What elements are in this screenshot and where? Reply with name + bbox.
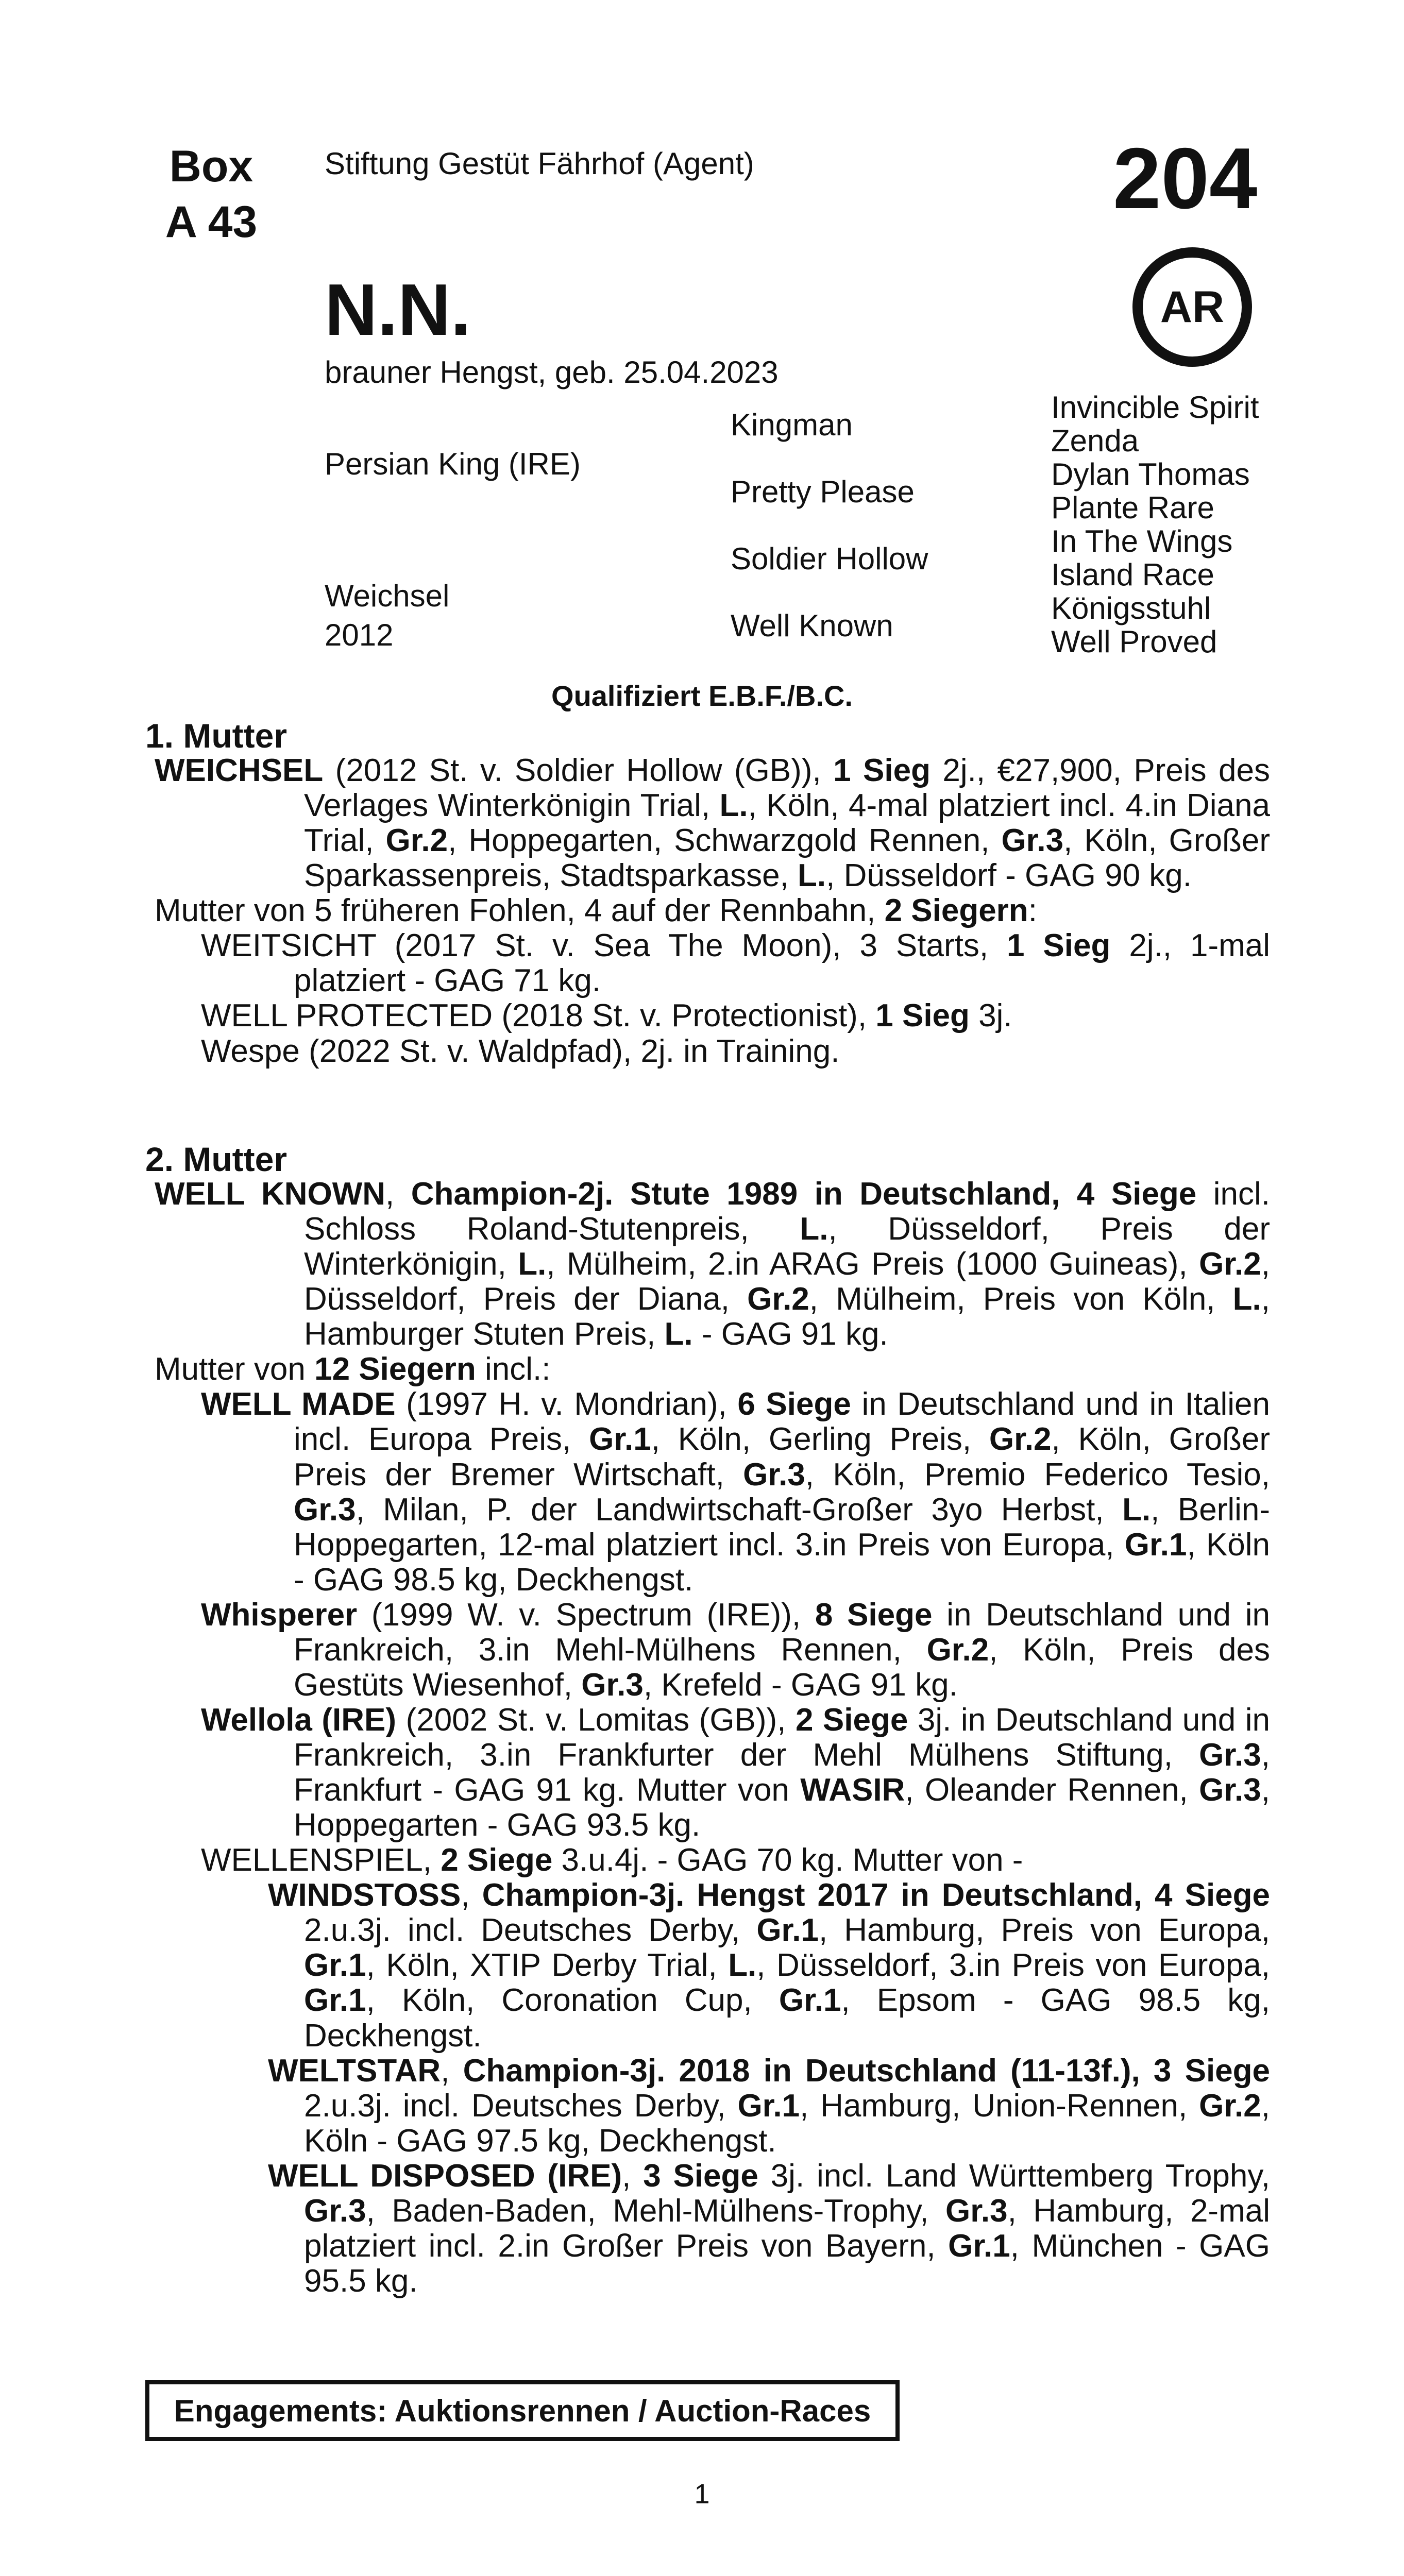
bold-run: WELTSTAR (268, 2053, 441, 2089)
pedigree-dam: Weichsel (325, 579, 450, 613)
bold-run: L. (719, 788, 748, 824)
text-run: , (441, 2053, 463, 2089)
bold-run: Gr.3 (743, 1456, 805, 1493)
produce-windstoss (268, 1878, 1270, 2053)
text-run: 3j. in Deutschland und in Frankreich, 3.in Frankfurter der Mehl Mülhens Stiftung, (294, 1702, 1270, 1773)
ar-badge-text: AR (1160, 282, 1225, 332)
engagements-text: Engagements: Auktionsrennen / Auction-Races (174, 2393, 871, 2428)
bold-run: 12 Siegern (314, 1351, 476, 1387)
text-run: , Köln, Preis des Gestüts Wiesenhof, (294, 1632, 1270, 1703)
bold-run: Gr.1 (779, 1982, 841, 2019)
text-run: , Hamburg, 2-mal platziert incl. 2.in Großer Preis von Bayern, (304, 2193, 1270, 2264)
text-run: Mutter von 5 früheren Fohlen, 4 auf der Rennbahn, (155, 893, 885, 929)
bold-run: L. (800, 1211, 828, 1247)
bold-run: L. (1232, 1281, 1261, 1317)
granddam-produce-summary (155, 1352, 1270, 1387)
text-run: , (622, 2158, 644, 2194)
section-1-body (155, 753, 1270, 1069)
text-run: , Köln - GAG 97.5 kg, Deckhengst. (304, 2088, 1270, 2159)
pedigree-ggp-2: Zenda (1051, 423, 1139, 458)
text-run: , Milan, P. der Landwirtschaft-Großer 3yo Herbst, (356, 1492, 1123, 1528)
granddam-well-known-entry (155, 1177, 1270, 1352)
text-run: , München - GAG 95.5 kg. (304, 2228, 1270, 2299)
text-run: , Köln, Großer Sparkassenpreis, Stadtsparkasse, (304, 823, 1270, 894)
text-run: , Köln - GAG 98.5 kg, Deckhengst. (294, 1527, 1270, 1598)
bold-run: Champion-2j. Stute 1989 in Deutschland, 4 Siege (411, 1176, 1197, 1212)
bold-run: 8 Siege (815, 1597, 933, 1633)
text-run: , Köln, Gerling Preis, (651, 1421, 989, 1458)
pedigree-dam-year: 2012 (325, 618, 394, 652)
bold-run: Whisperer (201, 1597, 358, 1633)
text-run: incl. Schloss Roland-Stutenpreis, (304, 1176, 1271, 1247)
text-run: , Köln, Coronation Cup, (366, 1982, 779, 2019)
bold-run: Gr.3 (294, 1492, 356, 1528)
text-run: , Hoppegarten - GAG 93.5 kg. (294, 1772, 1270, 1843)
text-run: 3j. incl. Land Württemberg Trophy, (758, 2158, 1271, 2194)
bold-run: 2 Siegern (884, 893, 1028, 929)
text-run: , Düsseldorf, Preis der Diana, (304, 1246, 1270, 1317)
text-run: , Mülheim, Preis von Köln, (809, 1281, 1233, 1317)
produce-whisperer (201, 1598, 1270, 1703)
pedigree-dam-dam: Well Known (731, 608, 893, 643)
page-number: 1 (694, 2479, 710, 2510)
qualification: Qualifiziert E.B.F./B.C. (551, 680, 853, 712)
text-run: WELLENSPIEL, (201, 1842, 441, 1878)
bold-run: 1 Sieg (1007, 928, 1111, 964)
text-run: , Frankfurt - GAG 91 kg. Mutter von (294, 1737, 1270, 1808)
text-run: 3.u.4j. - GAG 70 kg. Mutter von - (552, 1842, 1023, 1878)
horse-description: brauner Hengst, geb. 25.04.2023 (325, 355, 779, 389)
bold-run: Gr.1 (589, 1421, 651, 1458)
section-2-body (155, 1177, 1270, 2299)
text-run: , Düsseldorf - GAG 90 kg. (826, 858, 1192, 894)
text-run: 2.u.3j. incl. Deutsches Derby, (304, 2088, 738, 2124)
text-run: , (461, 1877, 482, 1913)
section-1-title: 1. Mutter (145, 717, 287, 755)
bold-run: Gr.2 (1199, 2088, 1261, 2124)
text-run: , Berlin-Hoppegarten, 12-mal platziert incl. 3.in Preis von Europa, (294, 1492, 1270, 1563)
pedigree-ggp-4: Plante Rare (1051, 490, 1214, 525)
text-run: (2012 St. v. Soldier Hollow (GB)), (323, 753, 834, 788)
text-run: (1997 H. v. Mondrian), (395, 1386, 738, 1422)
pedigree-sire: Persian King (IRE) (325, 447, 581, 481)
produce-well-made (201, 1387, 1270, 1597)
text-run: , Baden-Baden, Mehl-Mülhens-Trophy, (366, 2193, 945, 2229)
engagements-box (145, 2380, 900, 2441)
produce-well-protected (201, 998, 1270, 1033)
text-run: , Epsom - GAG 98.5 kg, Deckhengst. (304, 1982, 1270, 2054)
bold-run: Gr.3 (1199, 1772, 1261, 1808)
horse-name: N.N. (325, 269, 471, 351)
text-run: , Köln, XTIP Derby Trial, (366, 1947, 729, 1984)
ar-badge-icon (1132, 247, 1252, 367)
text-run: 3j. (969, 998, 1012, 1034)
bold-run: 1 Sieg (833, 753, 931, 788)
bold-run: Gr.2 (385, 823, 448, 859)
bold-run: L. (728, 1947, 757, 1984)
text-run: , Hamburg, Preis von Europa, (818, 1912, 1270, 1948)
bold-run: Gr.1 (756, 1912, 819, 1948)
text-run: , Köln, 4-mal platziert incl. 4.in Diana Trial, (304, 788, 1270, 859)
dam-weichsel-name: WEICHSEL (155, 753, 324, 788)
produce-weitsicht (201, 928, 1270, 998)
bold-run: 6 Siege (737, 1386, 851, 1422)
bold-run: Gr.3 (1199, 1737, 1261, 1773)
text-run: , Köln, Großer Preis der Bremer Wirtschaft, (294, 1421, 1271, 1493)
pedigree-dam-sire: Soldier Hollow (731, 541, 928, 576)
bold-run: Gr.2 (1199, 1246, 1261, 1282)
pedigree-ggp-6: Island Race (1051, 557, 1214, 592)
bold-run: Gr.3 (581, 1667, 644, 1703)
dam-produce-summary (155, 893, 1270, 928)
text-run: in Deutschland und in Frankreich, 3.in Mehl-Mülhens Rennen, (294, 1597, 1270, 1668)
bold-run: Gr.2 (926, 1632, 989, 1668)
text-run: - GAG 91 kg. (692, 1316, 888, 1352)
text-run: : (1028, 893, 1037, 929)
produce-wellola (201, 1703, 1270, 1843)
produce-wellenspiel (201, 1843, 1270, 1878)
produce-weltstar (268, 2054, 1270, 2159)
bold-run: 2 Siege (441, 1842, 553, 1878)
section-2-title: 2. Mutter (145, 1140, 287, 1178)
pedigree-ggp-7: Königsstuhl (1051, 591, 1211, 625)
box-label (155, 139, 268, 250)
text-run: , Krefeld - GAG 91 kg. (643, 1667, 958, 1703)
bold-run: WELL MADE (201, 1386, 396, 1422)
bold-run: L. (664, 1316, 693, 1352)
bold-run: 3 Siege (643, 2158, 758, 2194)
bold-run: L. (1122, 1492, 1151, 1528)
bold-run: Gr.1 (304, 1982, 366, 2019)
pedigree-ggp-3: Dylan Thomas (1051, 457, 1250, 492)
bold-run: Champion-3j. 2018 in Deutschland (11-13f.), 3 Siege (463, 2053, 1271, 2089)
bold-run: Gr.3 (945, 2193, 1008, 2229)
text-run: in Deutschland und in Italien incl. Europa Preis, (294, 1386, 1270, 1458)
text-run: incl.: (476, 1351, 551, 1387)
box-title: Box (169, 142, 253, 191)
bold-run: 1 Sieg (875, 998, 970, 1034)
bold-run: Gr.1 (1124, 1527, 1187, 1563)
pedigree-ggp-1: Invincible Spirit (1051, 390, 1259, 425)
text-run: (1999 W. v. Spectrum (IRE)), (357, 1597, 815, 1633)
bold-run: Champion-3j. Hengst 2017 in Deutschland, 4 Siege (482, 1877, 1270, 1913)
text-run: , Mülheim, 2.in ARAG Preis (1000 Guineas), (546, 1246, 1199, 1282)
text-run: , Düsseldorf, Preis der Winterkönigin, (304, 1211, 1270, 1282)
bold-run: Gr.1 (737, 2088, 800, 2124)
bold-run: Gr.2 (747, 1281, 809, 1317)
bold-run: Gr.1 (948, 2228, 1010, 2264)
produce-wespe: Wespe (2022 St. v. Waldpfad), 2j. in Training. (201, 1033, 840, 1069)
bold-run: WINDSTOSS (268, 1877, 461, 1913)
bold-run: Wellola (IRE) (201, 1702, 397, 1738)
bold-run: Gr.3 (304, 2193, 366, 2229)
text-run: , Hoppegarten, Schwarzgold Rennen, (448, 823, 1002, 859)
text-run: , Oleander Rennen, (905, 1772, 1199, 1808)
text-run: 2j., 1-mal platziert - GAG 71 kg. (294, 928, 1271, 999)
bold-run: L. (798, 858, 826, 894)
text-run: (2002 St. v. Lomitas (GB)), (396, 1702, 796, 1738)
bold-run: L. (518, 1246, 547, 1282)
text-run: , Düsseldorf, 3.in Preis von Europa, (756, 1947, 1271, 1984)
text-run: , Hamburger Stuten Preis, (304, 1281, 1270, 1352)
text-run: 2.u.3j. incl. Deutsches Derby, (304, 1912, 757, 1948)
dam-weichsel-entry (155, 753, 1270, 893)
bold-run: Gr.1 (304, 1947, 366, 1984)
text-run: , Hamburg, Union-Rennen, (800, 2088, 1199, 2124)
text-run: , Köln, Premio Federico Tesio, (805, 1456, 1271, 1493)
pedigree-sire-sire: Kingman (731, 408, 853, 442)
box-number: A 43 (165, 197, 258, 247)
bold-run: Gr.3 (1001, 823, 1064, 859)
bold-run: Gr.2 (989, 1421, 1052, 1458)
pedigree-ggp-5: In The Wings (1051, 524, 1233, 558)
produce-well-disposed (268, 2159, 1270, 2299)
text-run: WEITSICHT (2017 St. v. Sea The Moon), 3 Starts, (201, 928, 1007, 964)
text-run: 2j., €27,900, Preis des Verlages Winterkönigin Trial, (304, 753, 1270, 824)
agent-name: Stiftung Gestüt Fährhof (Agent) (325, 146, 754, 181)
granddam-name: WELL KNOWN (155, 1176, 386, 1212)
lot-number: 204 (1113, 130, 1258, 227)
bold-run: WASIR (800, 1772, 905, 1808)
bold-run: 2 Siege (795, 1702, 908, 1738)
bold-run: WELL DISPOSED (IRE) (268, 2158, 622, 2194)
text-run: , (385, 1176, 411, 1212)
pedigree-sire-dam: Pretty Please (731, 474, 915, 509)
pedigree-ggp-8: Well Proved (1051, 624, 1217, 659)
text-run: Mutter von (155, 1351, 315, 1387)
text-run: WELL PROTECTED (2018 St. v. Protectionist), (201, 998, 876, 1034)
